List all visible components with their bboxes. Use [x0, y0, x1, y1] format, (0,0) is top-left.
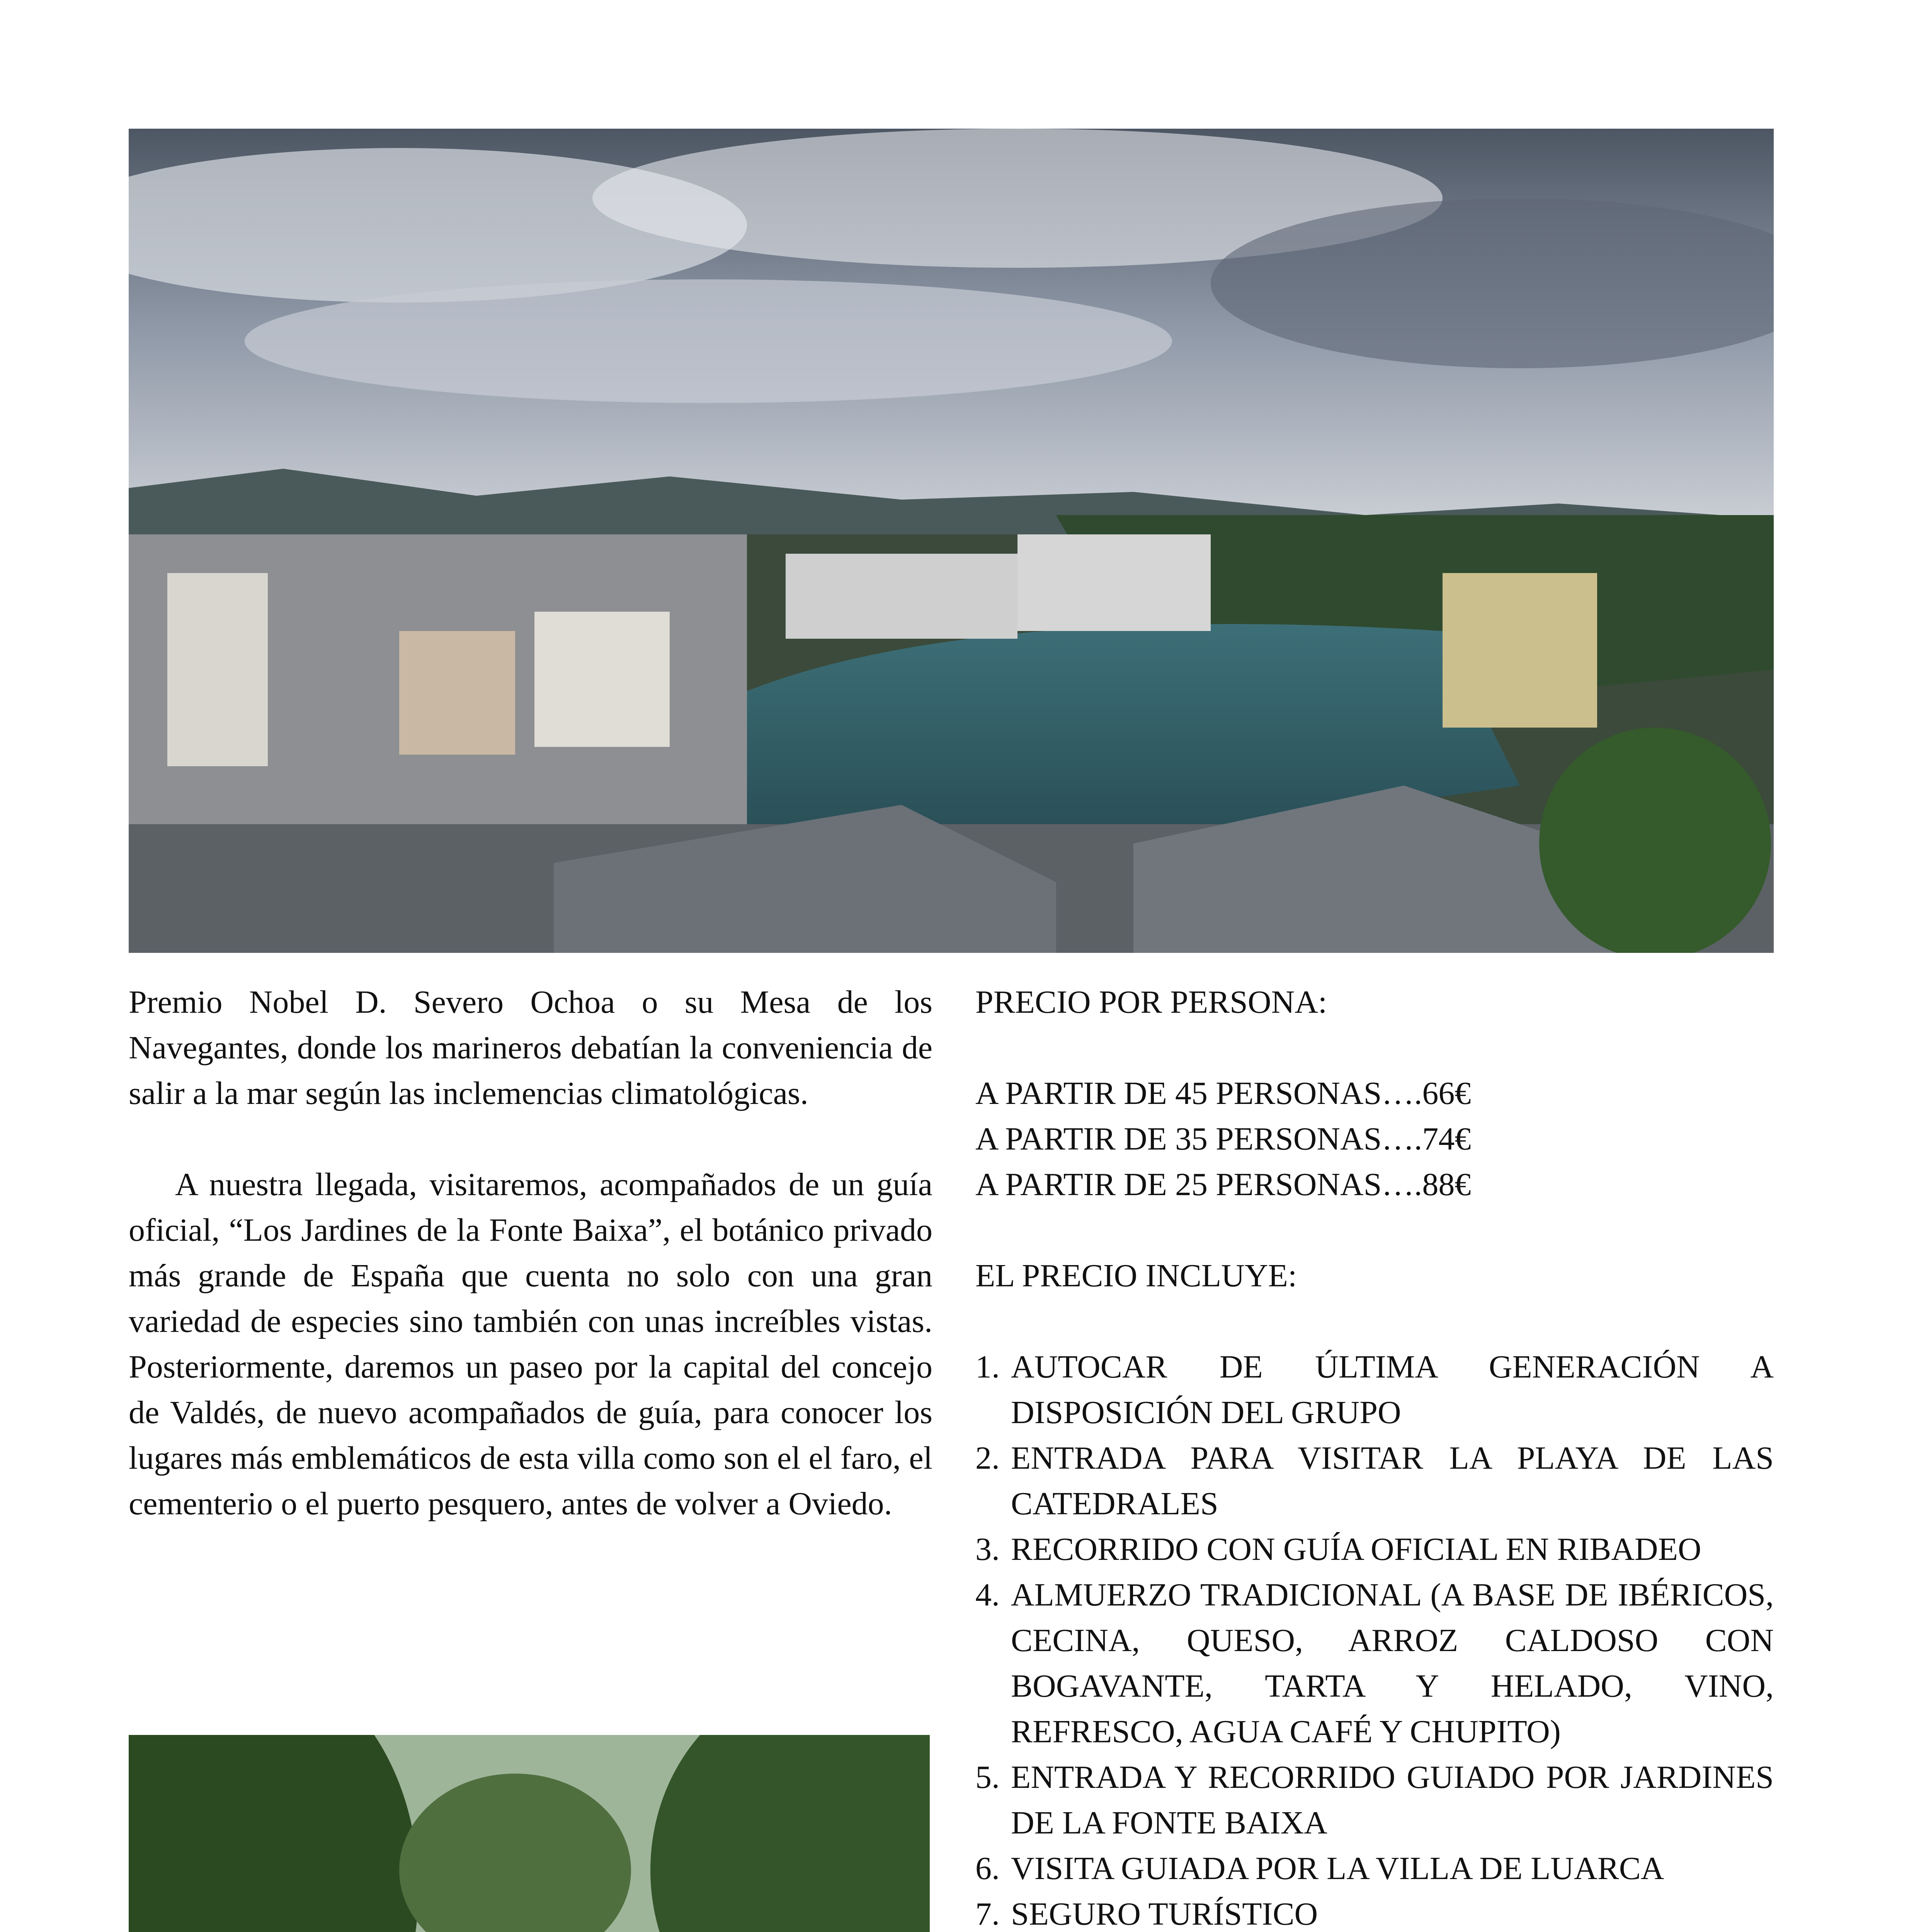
- price-tier: A PARTIR DE 25 PERSONAS….88€: [975, 1167, 1471, 1202]
- item-number: 6.: [975, 1850, 1000, 1886]
- item-number: 7.: [975, 1896, 1000, 1932]
- item-text: ALMUERZO TRADICIONAL (A BASE DE IBÉRICOS, CECINA, QUESO, ARROZ CALDOSO CON BOGAVANTE, TARTA Y HELADO, VINO, REFRESCO, AGUA CAFÉ Y CHUPITO): [1011, 1577, 1774, 1750]
- item-number: 1.: [975, 1349, 1000, 1385]
- garden-photo: [129, 1735, 930, 1932]
- item-text: SEGURO TURÍSTICO: [1011, 1896, 1318, 1932]
- right-column: [975, 980, 1774, 1932]
- includes-list: [975, 1344, 1774, 1932]
- price-heading: PRECIO POR PERSONA:: [975, 984, 1327, 1020]
- item-text: RECORRIDO CON GUÍA OFICIAL EN RIBADEO: [1011, 1531, 1701, 1567]
- itinerary-paragraph: A nuestra llegada, visitaremos, acompañados de un guía oficial, “Los Jardines de la Fonte Baixa”, el botánico privado más grande de España que cuenta no solo con una gran variedad de especies sino también con unas increíbles vistas. Posteriormente, daremos un paseo por la capital del concejo de Valdés, de nuevo acompañados de guía, para conocer los lugares más emblemáticos de esta villa como son el el faro, el cementerio o el puerto pesquero, antes de volver a Oviedo.: [129, 1167, 932, 1522]
- list-item: [975, 1755, 1774, 1846]
- list-item: [975, 1527, 1774, 1572]
- price-tier: A PARTIR DE 35 PERSONAS….74€: [975, 1121, 1471, 1157]
- intro-paragraph: Premio Nobel D. Severo Ochoa o su Mesa de los Navegantes, donde los marineros debatían la conveniencia de salir a la mar según las inclemencias climatológicas.: [129, 984, 932, 1111]
- list-item: [975, 1891, 1774, 1932]
- list-item: [975, 1344, 1774, 1435]
- item-number: 5.: [975, 1759, 1000, 1795]
- item-number: 4.: [975, 1577, 1000, 1613]
- list-item: [975, 1572, 1774, 1755]
- item-text: ENTRADA Y RECORRIDO GUIADO POR JARDINES DE LA FONTE BAIXA: [1011, 1759, 1774, 1841]
- item-text: ENTRADA PARA VISITAR LA PLAYA DE LAS CATEDRALES: [1011, 1440, 1774, 1522]
- harbour-photo: [129, 129, 1774, 953]
- includes-heading: EL PRECIO INCLUYE:: [975, 1258, 1297, 1294]
- list-item: [975, 1846, 1774, 1891]
- item-text: AUTOCAR DE ÚLTIMA GENERACIÓN A DISPOSICIÓN DEL GRUPO: [1011, 1349, 1774, 1430]
- item-number: 2.: [975, 1440, 1000, 1476]
- left-column-text: [129, 980, 932, 1572]
- item-number: 3.: [975, 1531, 1000, 1567]
- price-tier: A PARTIR DE 45 PERSONAS….66€: [975, 1075, 1471, 1111]
- list-item: [975, 1435, 1774, 1527]
- item-text: VISITA GUIADA POR LA VILLA DE LUARCA: [1011, 1850, 1664, 1886]
